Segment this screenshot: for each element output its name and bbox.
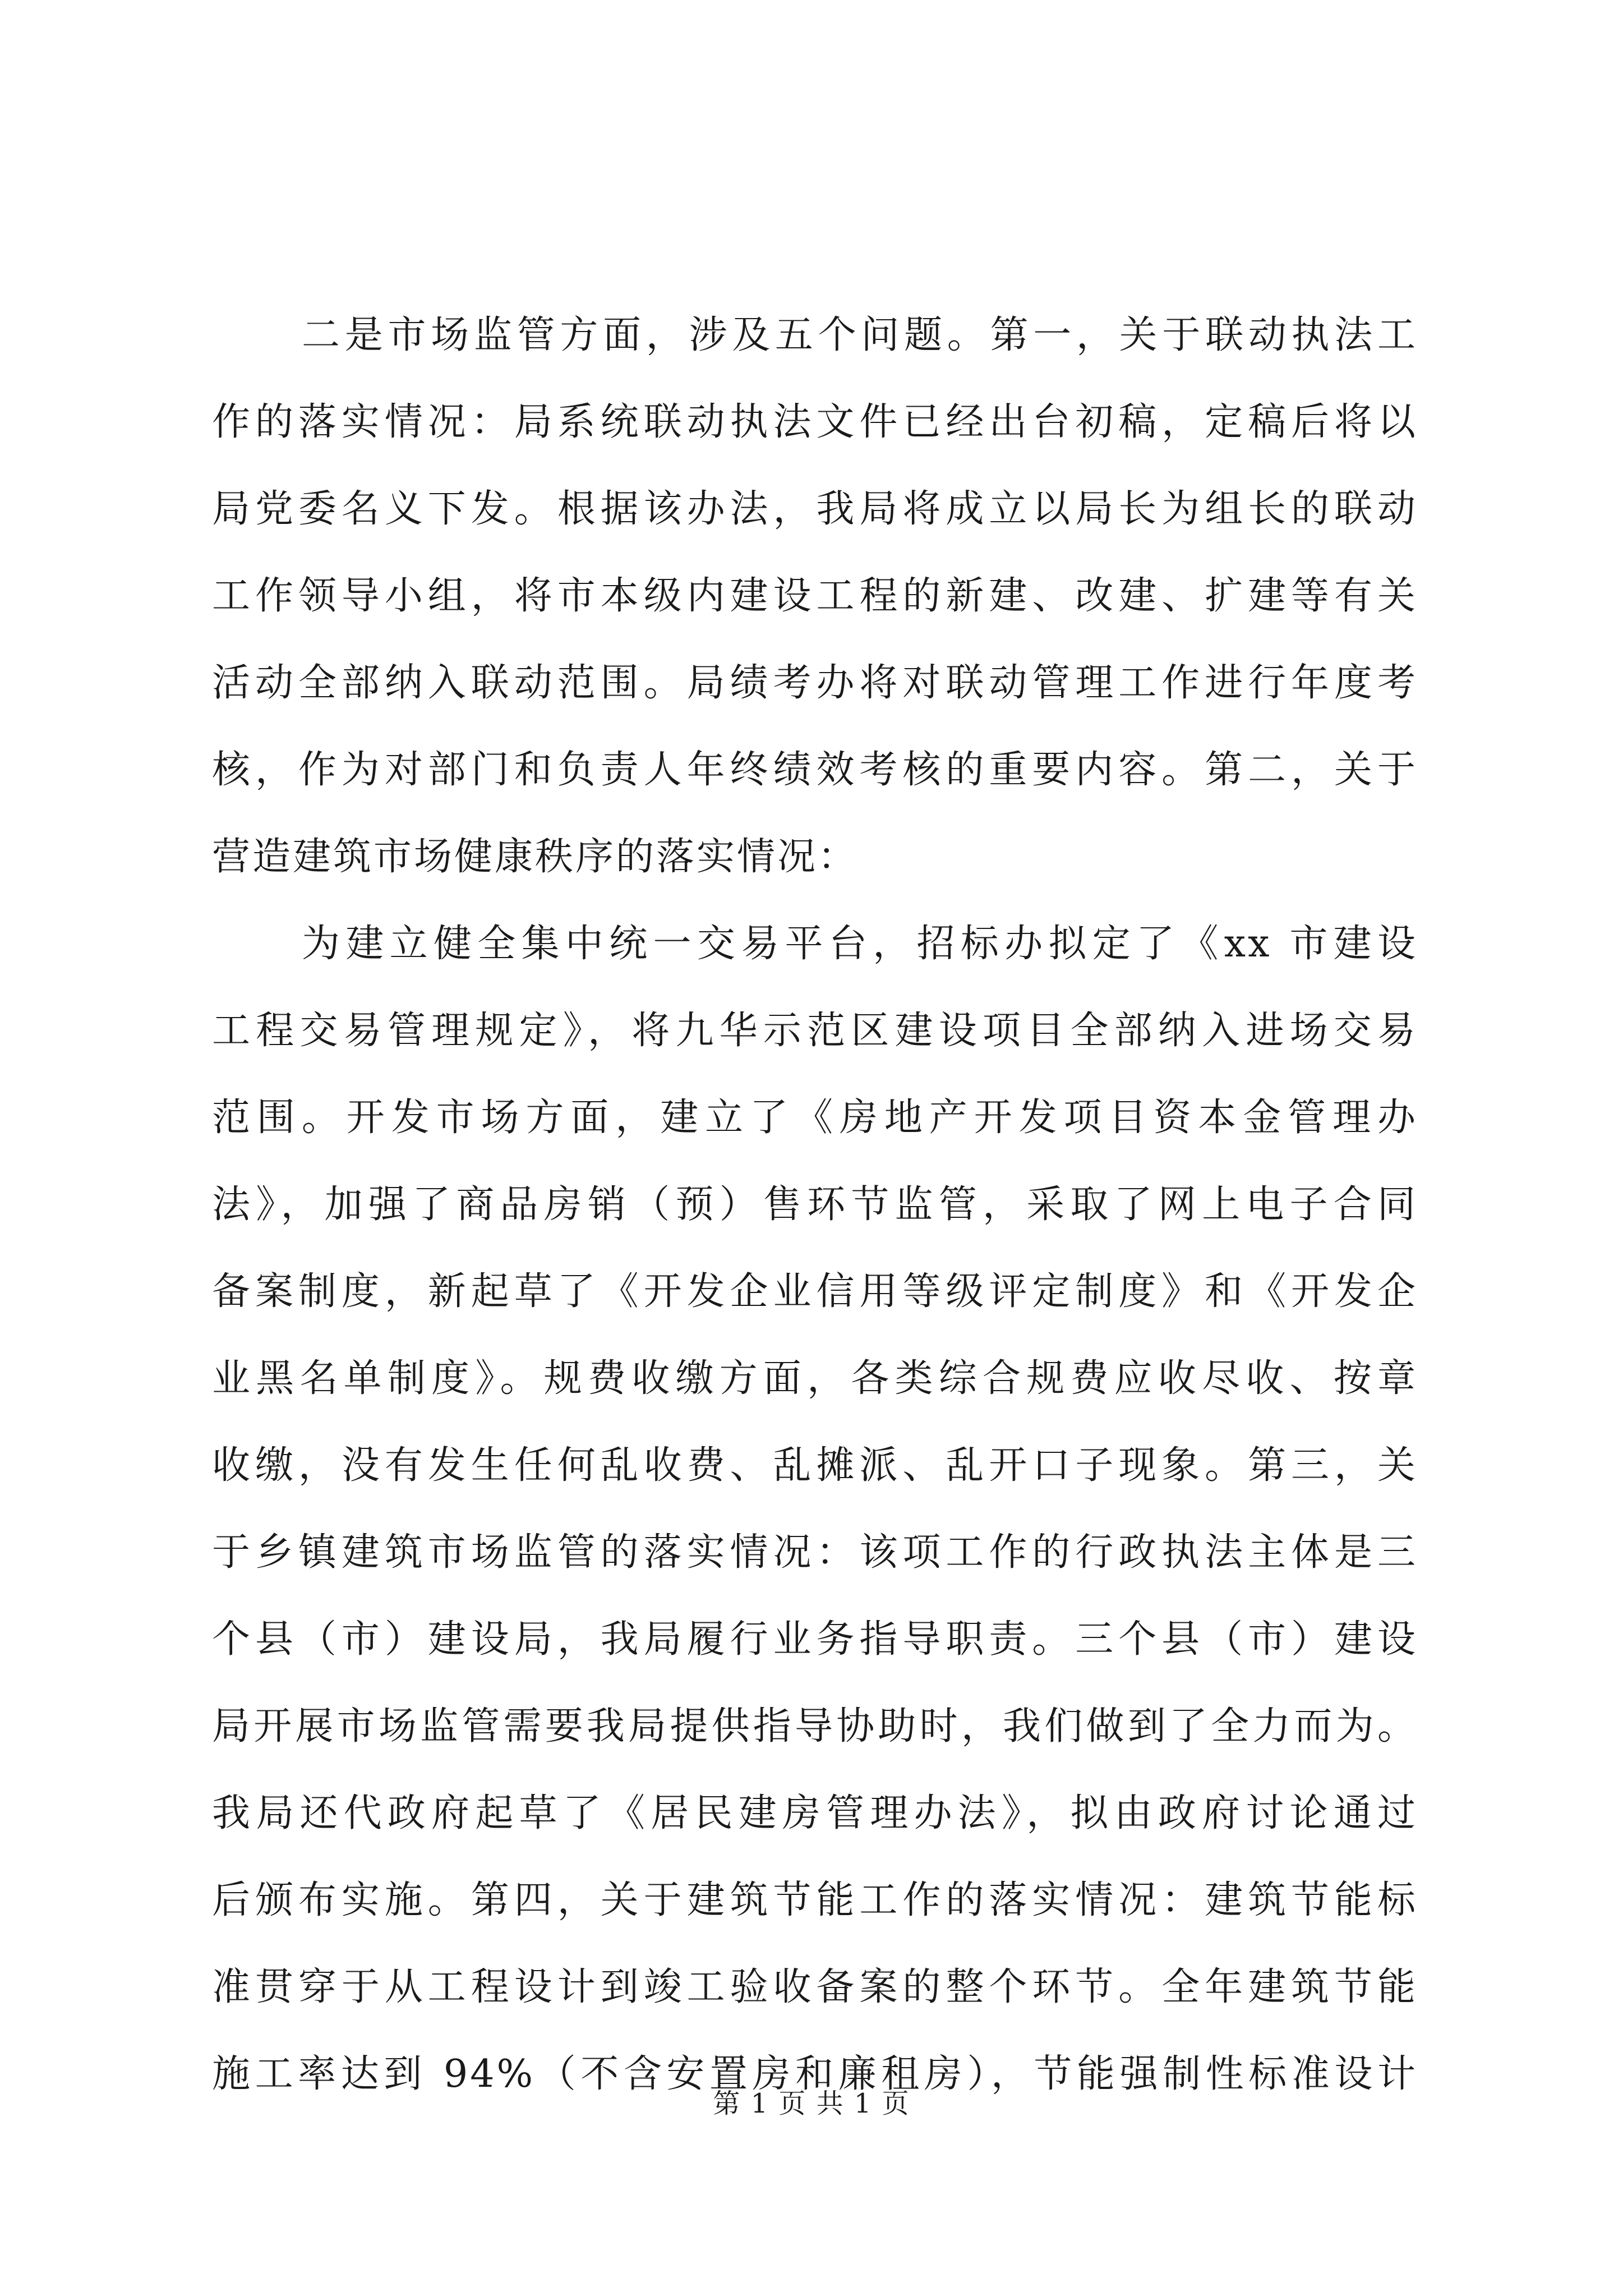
paragraph-line: 工作领导小组，将市本级内建设工程的新建、改建、扩建等有关 bbox=[212, 574, 1418, 618]
paragraph-line: 业黑名单制度》。规费收缴方面，各类综合规费应收尽收、按章 bbox=[212, 1356, 1418, 1401]
paragraph-line: 二是市场监管方面，涉及五个问题。第一，关于联动执法工 bbox=[302, 313, 1418, 357]
paragraph-line: 局开展市场监管需要我局提供指导协助时，我们做到了全力而为。 bbox=[212, 1704, 1418, 1749]
paragraph-line: 营造建筑市场健康秩序的落实情况： bbox=[212, 835, 859, 879]
paragraph-line: 收缴，没有发生任何乱收费、乱摊派、乱开口子现象。第三，关 bbox=[212, 1443, 1418, 1488]
paragraph-line: 作的落实情况：局系统联动执法文件已经出台初稿，定稿后将以 bbox=[212, 400, 1418, 444]
paragraph-line: 范围。开发市场方面，建立了《房地产开发项目资本金管理办 bbox=[212, 1096, 1418, 1140]
page-number-footer: 第 1 页 共 1 页 bbox=[713, 2088, 910, 2119]
document-body bbox=[212, 292, 1418, 2118]
paragraph-line: 局党委名义下发。根据该办法，我局将成立以局长为组长的联动 bbox=[212, 487, 1418, 531]
paragraph-line: 施工率达到 94%（不含安置房和廉租房），节能强制性标准设计 bbox=[212, 2052, 1418, 2096]
paragraph-line: 准贯穿于从工程设计到竣工验收备案的整个环节。全年建筑节能 bbox=[212, 1965, 1418, 2009]
paragraph-line: 备案制度，新起草了《开发企业信用等级评定制度》和《开发企 bbox=[212, 1269, 1418, 1314]
paragraph-line: 为建立健全集中统一交易平台，招标办拟定了《xx 市建设 bbox=[302, 922, 1418, 966]
paragraph-line: 个县（市）建设局，我局履行业务指导职责。三个县（市）建设 bbox=[212, 1617, 1418, 1662]
paragraph-line: 活动全部纳入联动范围。局绩考办将对联动管理工作进行年度考 bbox=[212, 661, 1418, 705]
paragraph-line: 工程交易管理规定》，将九华示范区建设项目全部纳入进场交易 bbox=[212, 1009, 1418, 1053]
paragraph-line: 后颁布实施。第四，关于建筑节能工作的落实情况：建筑节能标 bbox=[212, 1878, 1418, 1922]
paragraph-line: 法》，加强了商品房销（预）售环节监管，采取了网上电子合同 bbox=[212, 1182, 1418, 1227]
paragraph-line: 核，作为对部门和负责人年终绩效考核的重要内容。第二，关于 bbox=[212, 748, 1418, 792]
paragraph-line: 于乡镇建筑市场监管的落实情况：该项工作的行政执法主体是三 bbox=[212, 1530, 1418, 1575]
paragraph-line: 我局还代政府起草了《居民建房管理办法》，拟由政府讨论通过 bbox=[212, 1791, 1418, 1835]
